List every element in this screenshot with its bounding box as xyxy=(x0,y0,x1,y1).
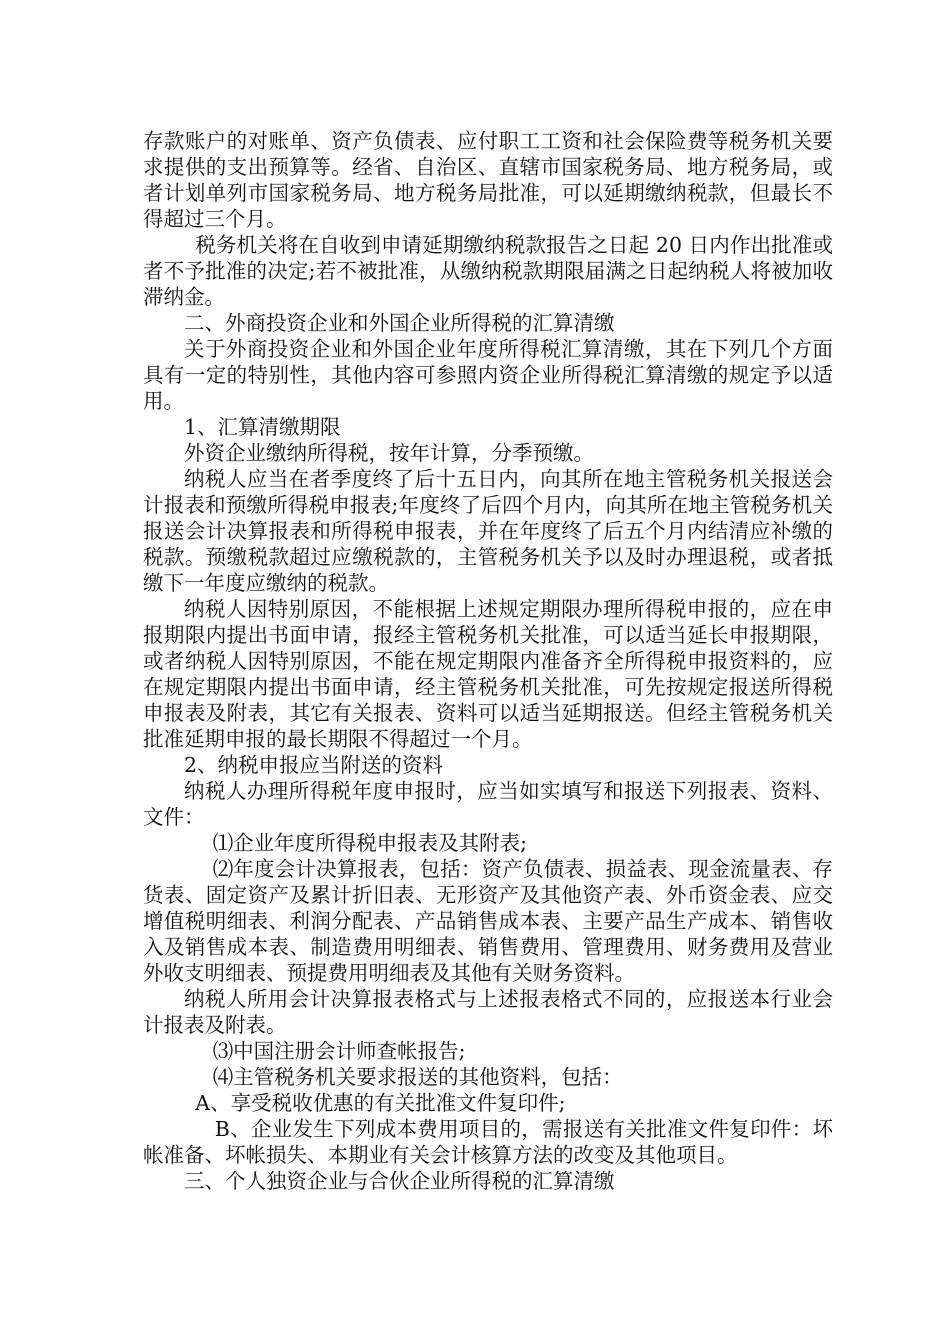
list-item: ⑴企业年度所得税申报表及其附表; xyxy=(212,831,528,855)
paragraph: 纳税人办理所得税年度申报时，应当如实填写和报送下列报表、资料、文件： xyxy=(143,779,833,829)
document-body xyxy=(143,128,833,1194)
paragraph: 关于外商投资企业和外国企业年度所得税汇算清缴，其在下列几个方面具有一定的特别性，其他内容可参照内资企业所得税汇算清缴的规定予以适用。 xyxy=(143,337,833,413)
list-item: ⑷主管税务机关要求报送的其他资料，包括： xyxy=(212,1065,623,1089)
list-item: ⑶中国注册会计师查帐报告; xyxy=(212,1039,466,1063)
paragraph: 纳税人应当在者季度终了后十五日内，向其所在地主管税务机关报送会计报表和预缴所得税申报表;年度终了后四个月内，向其所在地主管税务机关报送会计决算报表和所得税申报表，并在年度终了后五个月内结清应补缴的税款。预缴税款超过应缴税款的，主管税务机关予以及时办理退税，或者抵缴下一年度应缴纳的税款。 xyxy=(143,467,833,595)
paragraph: 税务机关将在自收到申请延期缴纳税款报告之日起 20 日内作出批准或者不予批准的决定;若不被批准，从缴纳税款期限届满之日起纳税人将被加收滞纳金。 xyxy=(143,233,833,309)
list-item: B、企业发生下列成本费用项目的，需报送有关批准文件复印件：坏帐准备、坏帐损失、本期业有关会计核算方法的改变及其他项目。 xyxy=(143,1117,833,1167)
list-item: ⑵年度会计决算报表，包括：资产负债表、损益表、现金流量表、存货表、固定资产及累计折旧表、无形资产及其他资产表、外币资金表、应交增值税明细表、利润分配表、产品销售成本表、主要产品生产成本、销售收入及销售成本表、制造费用明细表、销售费用、管理费用、财务费用及营业外收支明细表、预提费用明细表及其他有关财务资料。 xyxy=(143,857,833,985)
subsection-heading: 1、汇算清缴期限 xyxy=(184,415,341,439)
section-heading: 三、个人独资企业与合伙企业所得税的汇算清缴 xyxy=(184,1169,615,1193)
paragraph: 纳税人所用会计决算报表格式与上述报表格式不同的，应报送本行业会计报表及附表。 xyxy=(143,987,833,1037)
paragraph: 纳税人因特别原因，不能根据上述规定期限办理所得税申报的，应在申报期限内提出书面申请，报经主管税务机关批准，可以适当延长申报期限，或者纳税人因特别原因，不能在规定期限内准备齐全所得税申报资料的，应在规定期限内提出书面申请，经主管税务机关批准，可先按规定报送所得税申报表及附表，其它有关报表、资料可以适当延期报送。但经主管税务机关批准延期申报的最长期限不得超过一个月。 xyxy=(143,597,833,751)
paragraph: 存款账户的对账单、资产负债表、应付职工工资和社会保险费等税务机关要求提供的支出预算等。经省、自治区、直辖市国家税务局、地方税务局，或者计划单列市国家税务局、地方税务局批准，可以延期缴纳税款，但最长不得超过三个月。 xyxy=(143,129,833,231)
section-heading: 二、外商投资企业和外国企业所得税的汇算清缴 xyxy=(184,311,615,335)
list-item: A、享受税收优惠的有关批准文件复印件; xyxy=(195,1091,566,1115)
paragraph: 外资企业缴纳所得税，按年计算，分季预缴。 xyxy=(184,441,594,465)
subsection-heading: 2、纳税申报应当附送的资料 xyxy=(184,753,444,777)
